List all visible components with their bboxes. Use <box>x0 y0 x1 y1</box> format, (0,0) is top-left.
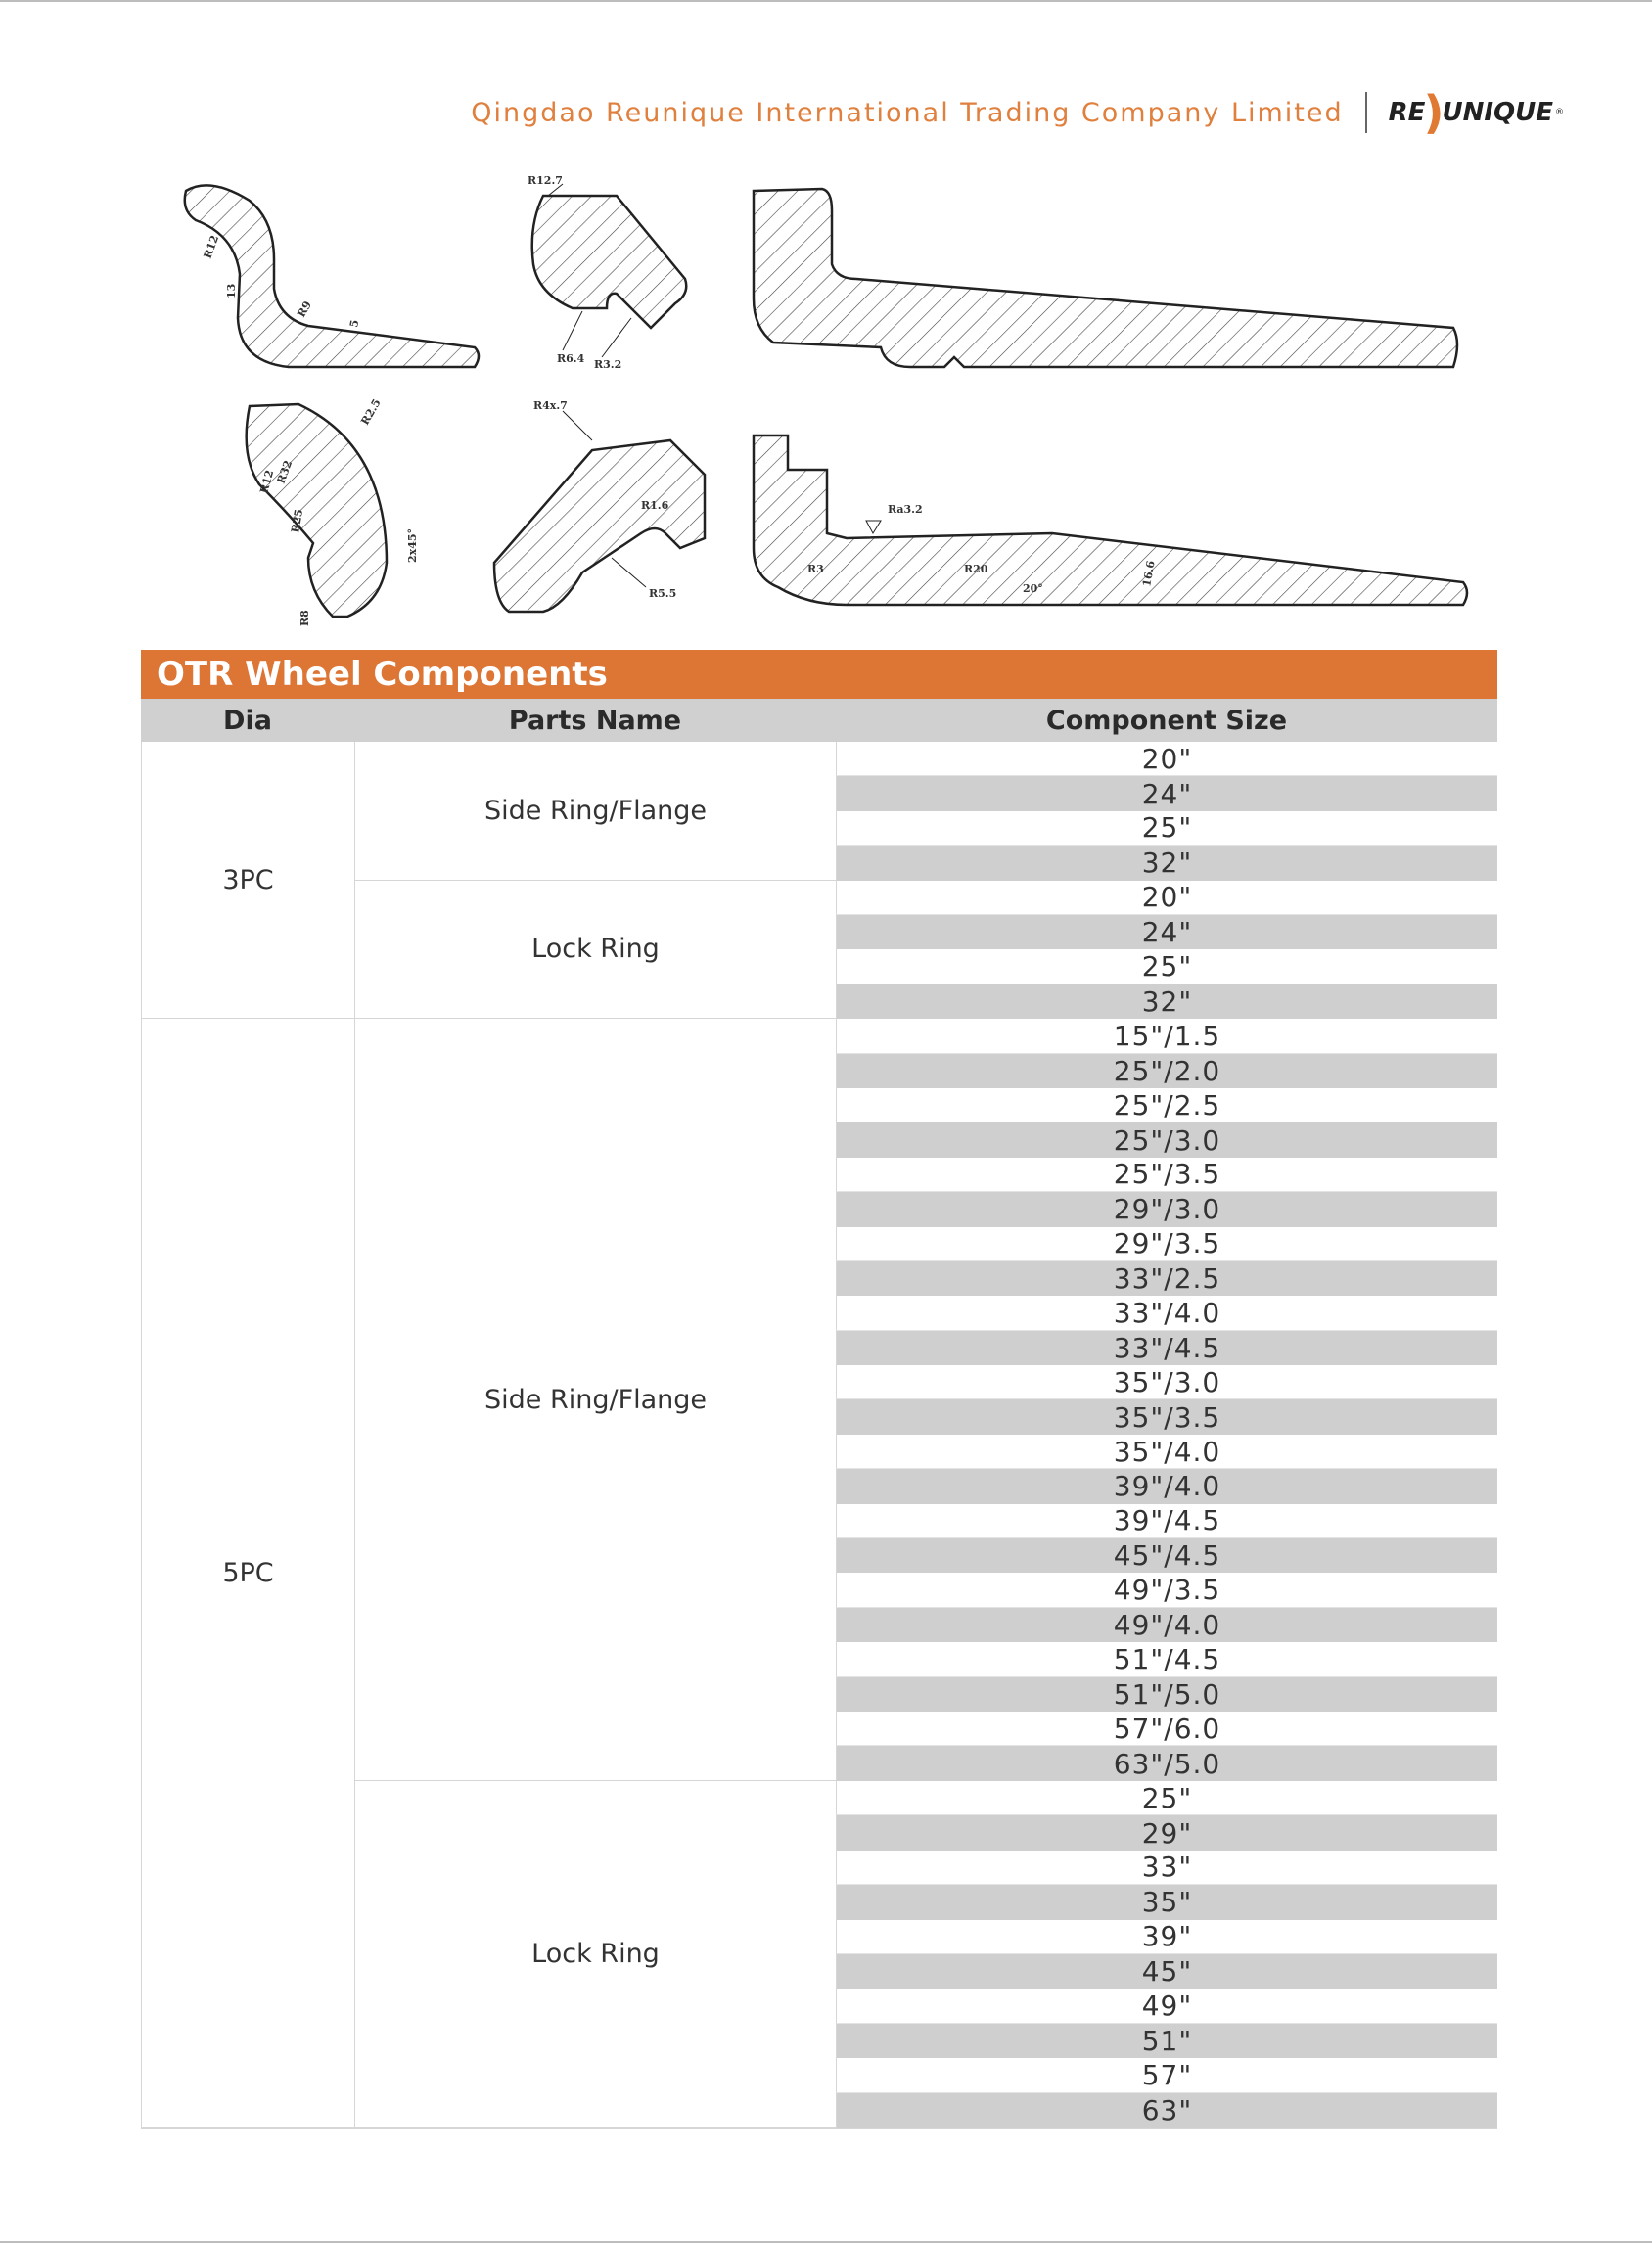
size-cell: 25"/3.5 <box>836 1158 1497 1192</box>
size-cell: 33" <box>836 1851 1497 1885</box>
table-header-row <box>141 699 1497 742</box>
size-cell: 35"/3.5 <box>836 1399 1497 1434</box>
size-cell: 39"/4.5 <box>836 1504 1497 1538</box>
dim-label: R2.5 <box>358 396 384 428</box>
size-cell: 25"/2.0 <box>836 1054 1497 1088</box>
size-cell: 39" <box>836 1920 1497 1954</box>
part-row-group <box>354 1781 1497 2128</box>
dia-cell: 5PC <box>141 1019 354 2128</box>
size-cell: 25" <box>836 949 1497 984</box>
size-cell: 33"/4.5 <box>836 1331 1497 1365</box>
dim-label: R1.6 <box>641 499 669 512</box>
dim-label: R5.5 <box>649 587 677 600</box>
size-cell: 32" <box>836 984 1497 1019</box>
drawing-profile-4 <box>240 396 436 631</box>
drawing-profile-5 <box>484 401 719 626</box>
reunique-logo <box>1388 86 1564 139</box>
size-cell: 51"/4.5 <box>836 1642 1497 1676</box>
size-cell: 49"/3.5 <box>836 1573 1497 1607</box>
size-cell: 25"/2.5 <box>836 1088 1497 1122</box>
size-cell: 24" <box>836 915 1497 949</box>
drawing-profile-2 <box>524 174 700 372</box>
dim-label: R20 <box>964 563 988 575</box>
size-cell: 39"/4.0 <box>836 1469 1497 1503</box>
page-header <box>471 86 1564 139</box>
size-cell: 63" <box>836 2093 1497 2128</box>
size-cell: 51"/5.0 <box>836 1677 1497 1712</box>
part-row-group <box>354 881 1497 1020</box>
drawing-profile-6 <box>749 431 1473 607</box>
dim-label: R4x.7 <box>533 399 568 412</box>
dim-label: 16.6 <box>1140 559 1158 588</box>
size-cell: 35" <box>836 1885 1497 1919</box>
size-cell: 25" <box>836 811 1497 846</box>
size-cell: 63"/5.0 <box>836 1746 1497 1780</box>
table-title: OTR Wheel Components <box>141 650 1497 699</box>
size-cell: 35"/4.0 <box>836 1435 1497 1469</box>
size-list <box>836 1781 1497 2128</box>
dim-label: 2x45° <box>406 527 419 563</box>
parts-block <box>354 1019 1497 2128</box>
dim-label: R9 <box>295 298 314 320</box>
dim-label: R3 <box>807 563 824 575</box>
size-cell: 29"/3.0 <box>836 1192 1497 1226</box>
dim-label: R6.4 <box>557 352 585 365</box>
logo-text-right: UNIQUE <box>1442 98 1553 127</box>
logo-arc-icon: ) <box>1423 86 1445 139</box>
dim-label: Ra3.2 <box>888 503 923 516</box>
size-cell: 49"/4.0 <box>836 1608 1497 1642</box>
size-cell: 25" <box>836 1781 1497 1815</box>
table-group <box>141 1019 1497 2128</box>
size-cell: 51" <box>836 2024 1497 2058</box>
size-cell: 33"/2.5 <box>836 1261 1497 1296</box>
registered-mark: ® <box>1555 108 1564 117</box>
size-cell: 45" <box>836 1954 1497 1989</box>
size-list <box>836 742 1497 881</box>
size-cell: 35"/3.0 <box>836 1365 1497 1399</box>
table-group <box>141 742 1497 1019</box>
dim-label: 20° <box>1023 582 1043 595</box>
logo-text-left: RE <box>1388 98 1426 127</box>
size-cell: 45"/4.5 <box>836 1538 1497 1573</box>
size-cell: 57" <box>836 2058 1497 2092</box>
table-bottom-border <box>141 2128 1497 2129</box>
size-list <box>836 1019 1497 1781</box>
size-list <box>836 881 1497 1020</box>
size-cell: 25"/3.0 <box>836 1122 1497 1157</box>
dim-label: R12.7 <box>528 174 563 187</box>
column-header-dia: Dia <box>223 705 272 736</box>
parts-block <box>354 742 1497 1019</box>
size-cell: 15"/1.5 <box>836 1019 1497 1053</box>
size-cell: 49" <box>836 1989 1497 2023</box>
part-row-group <box>354 742 1497 881</box>
part-name-cell: Lock Ring <box>354 881 836 1020</box>
table-body <box>141 742 1497 2128</box>
part-name-cell: Lock Ring <box>354 1781 836 2128</box>
top-border <box>0 0 1652 2</box>
part-name-cell: Side Ring/Flange <box>354 1019 836 1781</box>
dim-label: R25 <box>289 508 306 534</box>
size-cell: 33"/4.0 <box>836 1296 1497 1330</box>
dim-label: R8 <box>298 610 311 626</box>
dim-label: R32 <box>274 458 296 486</box>
size-cell: 57"/6.0 <box>836 1712 1497 1746</box>
column-header-parts: Parts Name <box>508 705 682 736</box>
size-cell: 29" <box>836 1815 1497 1850</box>
drawing-profile-1 <box>181 181 484 377</box>
dim-label: R3.2 <box>594 358 622 371</box>
otr-components-table <box>141 650 1497 2129</box>
dim-label: 5 <box>347 318 362 329</box>
dia-cell: 3PC <box>141 742 354 1019</box>
drawing-profile-3 <box>749 181 1463 377</box>
size-cell: 24" <box>836 776 1497 810</box>
dim-label: R12 <box>257 468 277 495</box>
header-divider <box>1365 92 1367 133</box>
dim-label: 13 <box>225 283 238 298</box>
size-cell: 20" <box>836 881 1497 915</box>
dim-label: R12 <box>201 233 222 261</box>
size-cell: 20" <box>836 742 1497 776</box>
size-cell: 29"/3.5 <box>836 1227 1497 1261</box>
column-header-size: Component Size <box>1045 705 1288 736</box>
company-name: Qingdao Reunique International Trading Company Limited <box>471 97 1344 128</box>
part-name-cell: Side Ring/Flange <box>354 742 836 881</box>
size-cell: 32" <box>836 846 1497 880</box>
part-row-group <box>354 1019 1497 1781</box>
